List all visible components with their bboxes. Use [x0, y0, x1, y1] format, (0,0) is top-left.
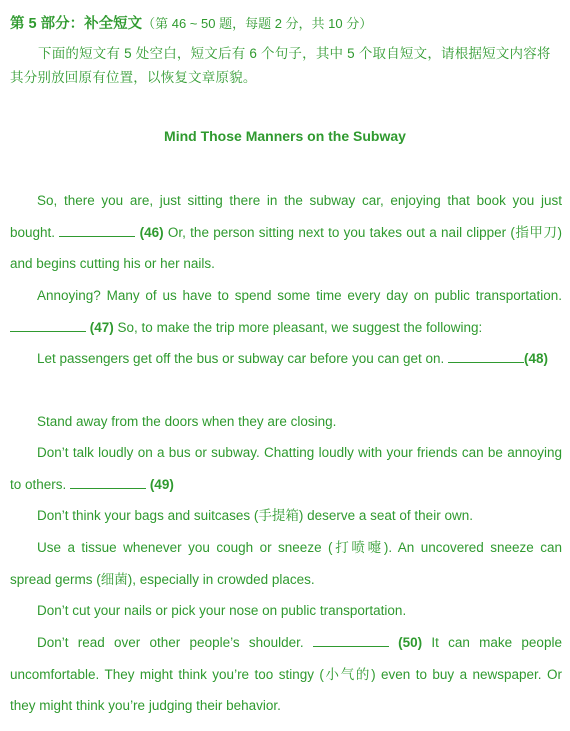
paragraph-text: Or, the person sitting next to you takes out a nail clipper (指甲刀) and begins cutting his or her nails. [10, 224, 562, 271]
paragraph-text: So, there you are, just sitting there in the subway car, enjoying that book you just bought. [10, 193, 562, 240]
paragraph-text: So, to make the trip more pleasant, we suggest the following: [117, 319, 483, 335]
paragraph-50 [10, 627, 562, 722]
paragraph-text: It can make people uncomfortable. They might think you’re too stingy (小气的) even to buy a newspaper. Or they might think you’re judging their behavior. [10, 635, 562, 713]
paragraph-text: Don’t talk loudly on a bus or subway. Chatting loudly with your friends can be annoying to others. [10, 445, 562, 492]
answer-blank-49[interactable] [70, 476, 146, 489]
passage-title: Mind Those Manners on the Subway [164, 128, 406, 144]
question-number-49: (49) [149, 476, 174, 492]
section-meta: （第 46 ~ 50 题，每题 2 分，共 10 分） [142, 16, 373, 31]
paragraph-47 [10, 280, 562, 343]
paragraph: Stand away from the doors when they are closing. [37, 414, 337, 429]
question-number-46: (46) [139, 224, 164, 240]
paragraph: Don’t cut your nails or pick your nose on public transportation. [37, 603, 407, 618]
question-number-47: (47) [89, 319, 114, 335]
paragraph-46 [10, 185, 562, 280]
answer-blank-50[interactable] [313, 634, 389, 647]
paragraph-text: Annoying? Many of us have to spend some time every day on public transportation. [37, 288, 562, 303]
answer-blank-46[interactable] [59, 224, 135, 237]
instructions: 下面的短文有 5 处空白，短文后有 6 个句子，其中 5 个取自短文，请根据短文内容将其分别放回原有位置，以恢复文章原貌。 [10, 46, 551, 85]
paragraph: Use a tissue whenever you cough or sneeze (打喷嚏). An uncovered sneeze can spread germs (细菌), especially in crowded places. [10, 540, 562, 587]
answer-blank-48[interactable] [448, 350, 524, 363]
paragraph-49 [10, 437, 562, 500]
paragraph-text: Let passengers get off the bus or subway car before you can get on. [37, 351, 445, 366]
paragraph: Don’t think your bags and suitcases (手提箱) deserve a seat of their own. [37, 508, 473, 523]
paragraph-text: Don’t read over other people’s shoulder. [37, 635, 304, 650]
section-header [10, 14, 372, 34]
answer-blank-47[interactable] [10, 319, 86, 332]
paragraph-48 [10, 343, 562, 375]
question-number-48: (48) [524, 351, 549, 366]
section-title: 第 5 部分：补全短文 [10, 16, 143, 32]
question-number-50: (50) [398, 635, 423, 650]
